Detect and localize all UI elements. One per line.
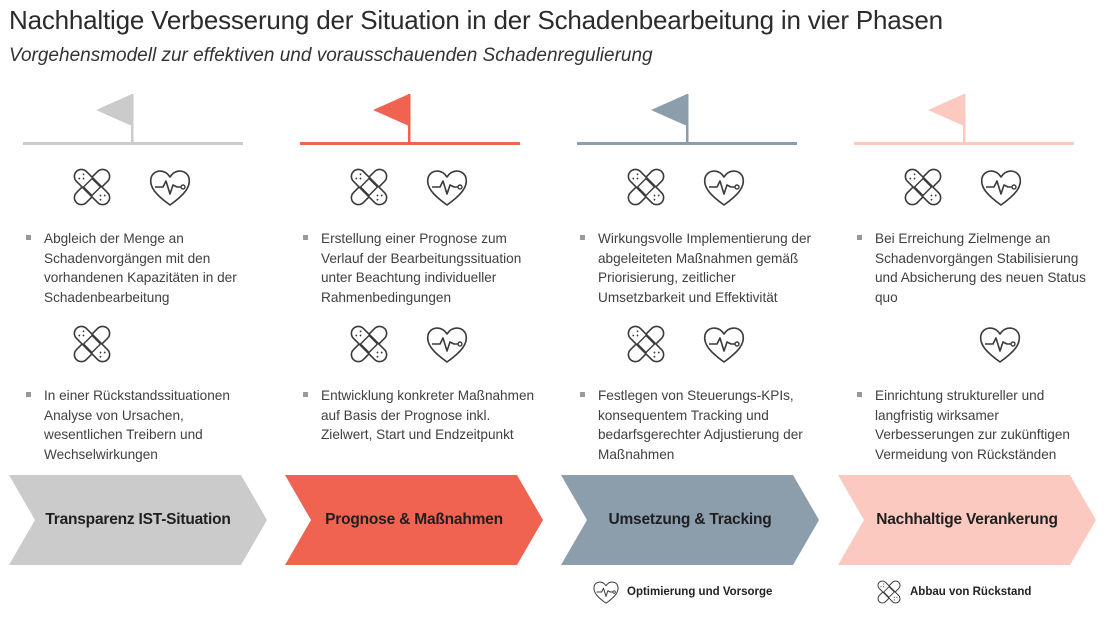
flag-icon (651, 94, 691, 144)
phase-3-bullet-1: Wirkungsvolle Implementierung der abgeleiteten Maßnahmen gemäß Priorisierung, zeitlicher Umsetzbarkeit und Effektivität (578, 229, 820, 307)
phase-3-label: Umsetzung & Tracking (608, 511, 772, 528)
legend-bandage-label: Abbau von Rückstand (910, 586, 1032, 598)
bandage-icon (874, 577, 904, 607)
heart-pulse-icon (977, 163, 1025, 211)
phase-2-label: Prognose & Maßnahmen (325, 511, 503, 528)
bandage-icon (622, 320, 670, 368)
bandage-icon (68, 163, 116, 211)
phase-2-bullet-2: Entwicklung konkreter Maßnahmen auf Basis der Prognose inkl. Zielwert, Start und Endzeitpunkt (301, 386, 543, 445)
heart-pulse-icon (423, 320, 471, 368)
heart-pulse-icon (700, 163, 748, 211)
bandage-icon (68, 320, 116, 368)
flag-icon (373, 94, 413, 144)
bandage-icon (622, 163, 670, 211)
heart-pulse-icon (976, 320, 1024, 368)
phase-1-bullet-1: Abgleich der Menge an Schadenvorgängen mit den vorhandenen Kapazitäten in der Schadenbearbeitung (24, 229, 266, 307)
heart-pulse-icon (146, 163, 194, 211)
bandage-icon (345, 320, 393, 368)
phase-4-chevron (838, 475, 1096, 565)
phase-1-bullet-2: In einer Rückstandssituationen Analyse von Ursachen, wesentlichen Treibern und Wechselwirkungen (24, 386, 266, 464)
legend-bandage (874, 577, 1031, 607)
phase-4-bullet-2: Einrichtung struktureller und langfristig wirksamer Verbesserungen zur zukünftigen Vermeidung von Rückständen (855, 386, 1097, 464)
flag-icon (96, 94, 136, 144)
legend-heart-label: Optimierung und Vorsorge (627, 586, 773, 598)
phase-4-rule (854, 142, 1074, 145)
heart-pulse-icon (700, 320, 748, 368)
phase-2-chevron (285, 475, 543, 565)
phase-4-bullet-1: Bei Erreichung Zielmenge an Schadenvorgängen Stabilisierung und Absicherung des neuen Status quo (855, 229, 1097, 307)
heart-pulse-icon (591, 577, 621, 607)
heart-pulse-icon (423, 163, 471, 211)
phase-3-rule (577, 142, 797, 145)
phase-3-chevron (561, 475, 819, 565)
flag-icon (928, 94, 968, 144)
legend-heart (591, 577, 772, 607)
phase-2-rule (300, 142, 520, 145)
phase-1-rule (23, 142, 243, 145)
bandage-icon (899, 163, 947, 211)
phase-1-chevron (9, 475, 267, 565)
phase-4-label: Nachhaltige Verankerung (876, 511, 1058, 528)
page-subtitle: Vorgehensmodell zur effektiven und vorausschauenden Schadenregulierung (9, 45, 653, 66)
phase-3-bullet-2: Festlegen von Steuerungs-KPIs, konsequentem Tracking und bedarfsgerechter Adjustierung der Maßnahmen (578, 386, 820, 464)
page-title: Nachhaltige Verbesserung der Situation in der Schadenbearbeitung in vier Phasen (9, 5, 943, 35)
phase-1-label: Transparenz IST-Situation (45, 511, 231, 528)
bandage-icon (345, 163, 393, 211)
phase-2-bullet-1: Erstellung einer Prognose zum Verlauf der Bearbeitungssituation unter Beachtung individueller Rahmenbedingungen (301, 229, 543, 307)
